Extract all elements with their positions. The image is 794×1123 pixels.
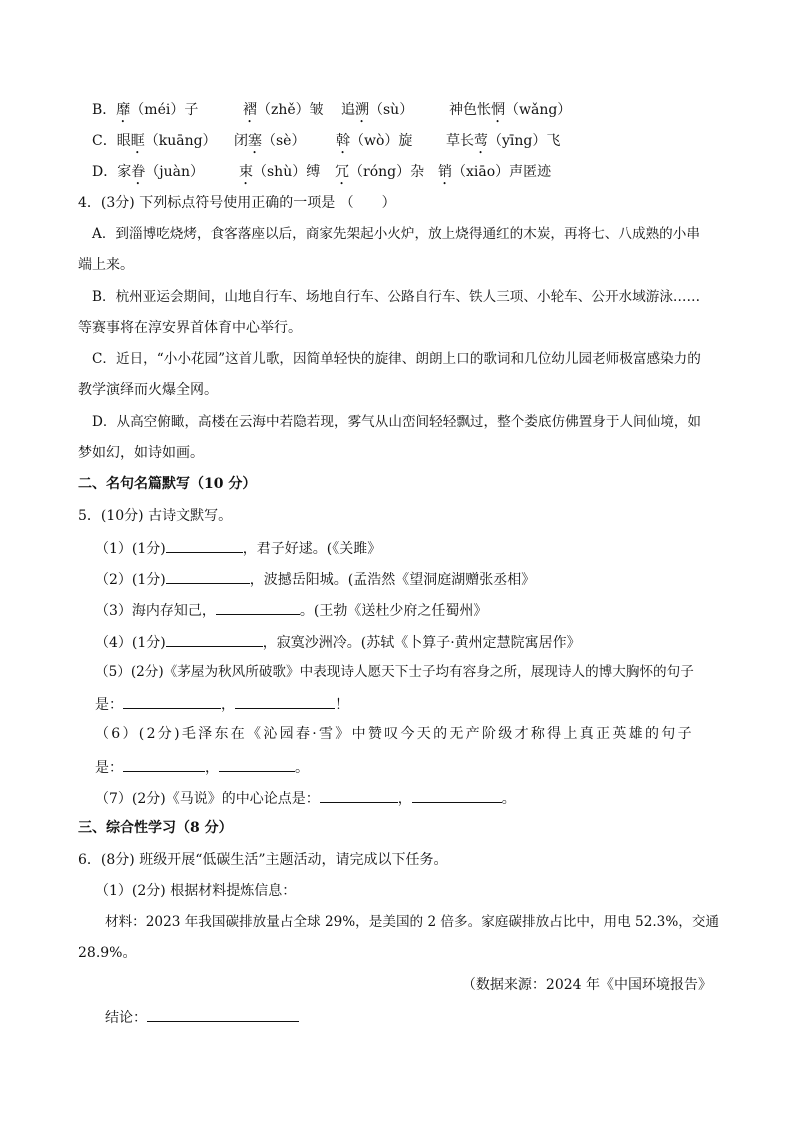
q6-material-line2: 28.9%。: [78, 945, 137, 961]
q5-item-1: [95, 537, 381, 559]
q3-b-pre3: 追: [341, 102, 355, 118]
q6-conclusion: [105, 1006, 299, 1028]
q3-d-char2: 束: [239, 164, 253, 180]
q3-b-label: B．: [92, 102, 117, 118]
q3-c-item3: [336, 131, 412, 157]
q3-c-pinyin4: （yīng）飞: [488, 133, 561, 149]
q4-option-d-line2: 梦如幻，如诗如画。: [78, 445, 204, 461]
q4-option-a-line1: A．到淄博吃烧烤，食客落座以后，商家先架起小火炉，放上烧得通红的木炭，再将七、八成熟的小串: [92, 226, 700, 242]
q5-7-comma: ，: [397, 791, 412, 807]
q6-subquestion-1: （1）(2分) 根据材料提炼信息：: [95, 883, 297, 899]
q5-7-end: 。: [501, 791, 516, 807]
q3-c-pre1: 眼: [116, 133, 131, 149]
q5-1-blank[interactable]: [166, 537, 243, 553]
q5-5-blank-2[interactable]: [235, 693, 335, 709]
q3-b-char4: 惘: [491, 102, 505, 118]
q5-6-comma: ，: [205, 760, 219, 776]
q3-c-pinyin1: （kuāng）: [144, 133, 217, 149]
section-heading-3: 三、综合性学习（8 分）: [78, 820, 233, 836]
q3-b-char3: 溯: [355, 102, 369, 118]
q5-2-blank[interactable]: [166, 568, 250, 584]
q5-4-blank[interactable]: [166, 631, 263, 647]
q3-d-pinyin3: （róng）杂: [349, 164, 425, 180]
q6-conclusion-label: 结论：: [105, 1010, 147, 1026]
q3-option-d: [92, 162, 204, 188]
q3-c-pinyin3: （wò）旋: [350, 133, 413, 149]
q5-item-6-line2: [95, 756, 309, 778]
q4-stem: 4．(3分) 下列标点符号使用正确的一项是 （ ）: [78, 195, 396, 211]
q3-b-pinyin2: （zhě）皱: [257, 102, 324, 118]
q4-option-a-line2: 端上来。: [78, 257, 134, 273]
q5-1-prefix: （1）(1分): [95, 541, 166, 557]
q3-b-pinyin4: （wǎng）: [505, 102, 572, 118]
q5-7-blank-1[interactable]: [320, 787, 398, 803]
q5-6-end: 。: [295, 760, 309, 776]
q4-option-c-line2: 教学演绎而火爆全网。: [78, 382, 218, 398]
q5-6-blank-1[interactable]: [123, 756, 205, 772]
q4-option-d-line1: D．从高空俯瞰，高楼在云海中若隐若现，雾气从山峦间轻轻飘过，整个娄底仿佛置身于人间仙境，如: [92, 414, 702, 430]
q3-b-char2: 褶: [243, 102, 257, 118]
q5-item-2: [95, 568, 535, 590]
q5-4-suffix: ，寂寞沙洲冷。(苏轼《卜算子·黄州定慧院寓居作》: [262, 635, 581, 651]
q3-c-char4: 莺: [474, 133, 488, 149]
q3-c-pre4: 草长: [446, 133, 474, 149]
q5-item-6-line1: （6）(2分)毛泽东在《沁园春·雪》中赞叹今天的无产阶级才称得上真正英雄的句子: [95, 726, 694, 742]
q3-d-char1: 眷: [131, 164, 146, 180]
q3-b-item2: [243, 100, 324, 126]
q6-stem: 6．(8分) 班级开展“低碳生活”主题活动，请完成以下任务。: [78, 852, 448, 868]
q5-6-blank-2[interactable]: [219, 756, 295, 772]
q5-3-blank[interactable]: [216, 599, 300, 615]
q3-b-pre4: 神色怅: [449, 102, 491, 118]
q4-option-c-line1: C．近日，“小小花园”这首儿歌，因简单轻快的旋律、朗朗上口的歌词和几位幼儿园老师极富感染力的: [92, 351, 701, 367]
q3-b-pinyin1: （méi）子: [130, 102, 199, 118]
q6-material-line1: 材料：2023 年我国碳排放量占全球 29%，是美国的 2 倍多。家庭碳排放占比中，用电 52.3%，交通: [105, 914, 720, 930]
q5-7-blank-2[interactable]: [412, 787, 502, 803]
q3-c-pinyin2: （sè）: [262, 133, 306, 149]
q5-stem: 5．(10分) 古诗文默写。: [78, 508, 233, 524]
q3-c-char3: 斡: [336, 133, 350, 149]
q5-4-prefix: （4）(1分): [95, 635, 166, 651]
q5-5-prefix: 是：: [95, 697, 123, 713]
q3-option-b: [92, 100, 198, 126]
q3-d-item2: [239, 162, 320, 188]
q3-d-char3: 冗: [335, 164, 349, 180]
q5-item-4: [95, 631, 581, 653]
q5-6-prefix: 是：: [95, 760, 123, 776]
q4-option-b-line2: 等赛事将在淳安界首体育中心举行。: [78, 320, 302, 336]
q3-b-pinyin3: （sù）: [369, 102, 414, 118]
q3-c-item4: [446, 131, 560, 157]
q3-d-pinyin2: （shù）缚: [253, 164, 321, 180]
q3-d-char4: 销: [438, 164, 452, 180]
q3-d-pinyin1: （juàn）: [145, 164, 204, 180]
q5-item-5-line2: [95, 693, 349, 715]
q3-b-char1: 靡: [116, 102, 131, 118]
q5-5-end: ！: [335, 697, 349, 713]
q3-d-pinyin4: （xiāo）声匿迹: [452, 164, 552, 180]
q5-1-suffix: ，君子好逑。(《关雎》: [242, 541, 382, 557]
q3-d-label: D．: [92, 164, 118, 180]
q5-3-suffix: 。(王勃《送杜少府之任蜀州》: [299, 603, 488, 619]
q5-2-suffix: ，波撼岳阳城。(孟浩然《望洞庭湖赠张丞相》: [249, 572, 536, 588]
section-heading-2: 二、名句名篇默写（10 分）: [78, 476, 257, 492]
q5-item-7: [95, 787, 516, 809]
q5-5-blank-1[interactable]: [123, 693, 221, 709]
q5-item-3: [95, 599, 487, 621]
q3-option-c: [92, 131, 217, 157]
q6-conclusion-blank[interactable]: [147, 1006, 299, 1022]
q5-7-prefix: （7）(2分)《马说》的中心论点是：: [95, 791, 320, 807]
q3-c-char2: 塞: [248, 133, 262, 149]
q4-option-b-line1: B．杭州亚运会期间，山地自行车、场地自行车、公路自行车、铁人三项、小轮车、公开水域游泳……: [92, 289, 701, 305]
q3-c-pre2: 闭: [234, 133, 248, 149]
q3-d-item3: [335, 162, 424, 188]
q3-d-pre1: 家: [117, 164, 132, 180]
q3-c-char1: 眶: [130, 133, 145, 149]
q3-d-item4: [438, 162, 551, 188]
q5-5-comma: ，: [221, 697, 235, 713]
q6-data-source: （数据来源：2024 年《中国环境报告》: [461, 977, 712, 993]
q3-b-item3: [341, 100, 413, 126]
q3-b-item4: [449, 100, 571, 126]
q5-2-prefix: （2）(1分): [95, 572, 166, 588]
q5-item-5-line1: （5）(2分)《茅屋为秋风所破歌》中表现诗人愿天下士子均有容身之所，展现诗人的博大胸怀的句子: [95, 664, 694, 680]
q3-c-label: C．: [92, 133, 117, 149]
q5-3-prefix: （3）海内存知己，: [95, 603, 216, 619]
q3-c-item2: [234, 131, 305, 157]
